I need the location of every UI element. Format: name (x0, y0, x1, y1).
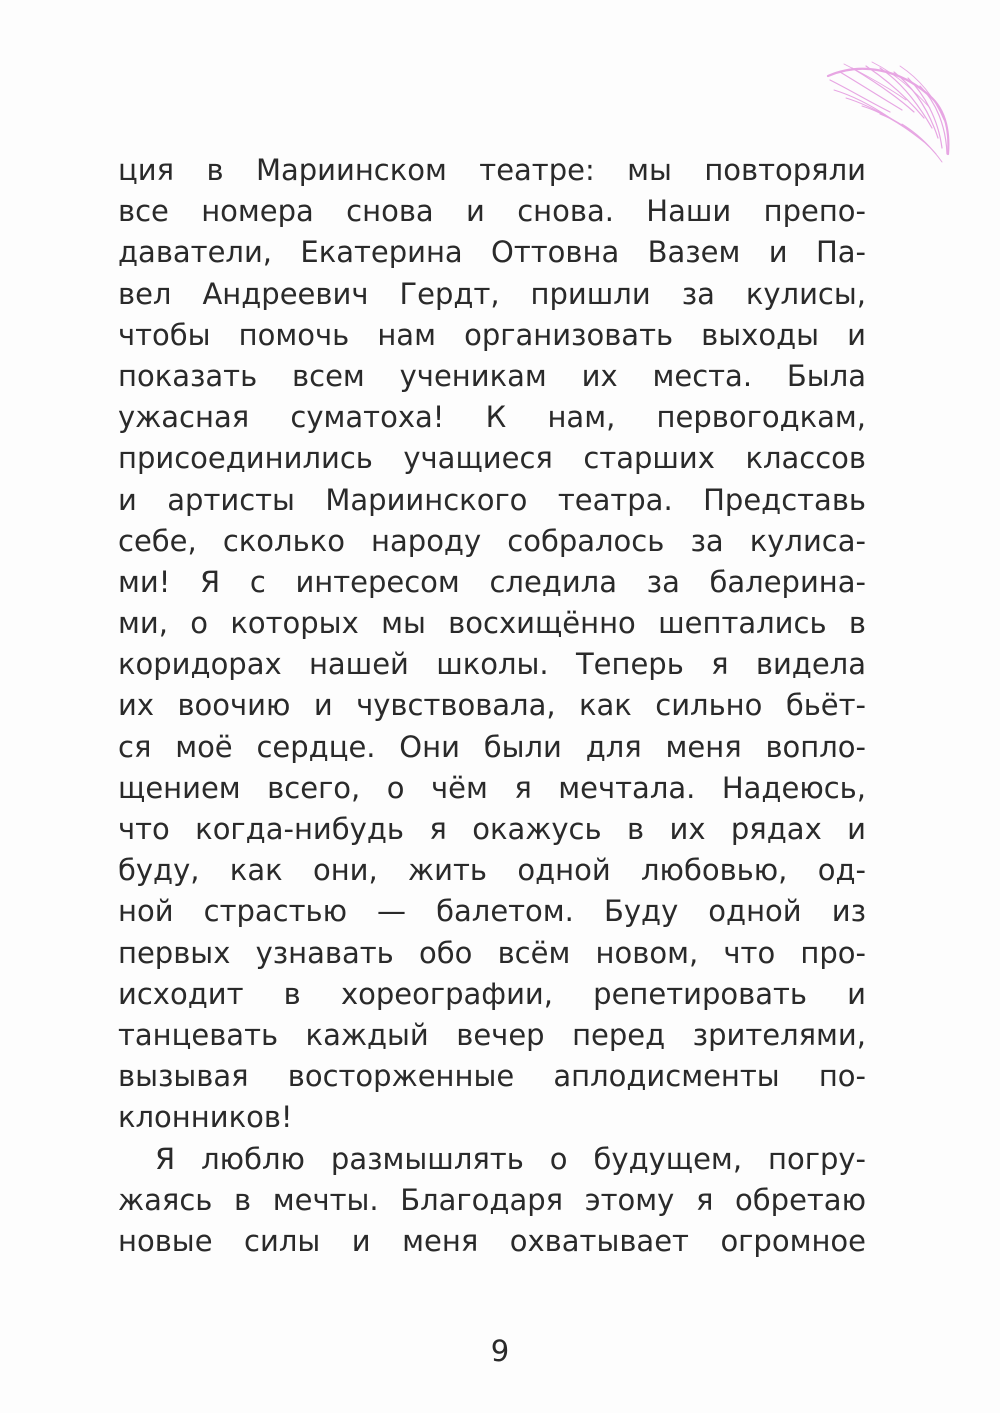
text-line: чтобы помочь нам организовать выходы и (118, 317, 866, 352)
text-line: щением всего, о чём я мечтала. Надеюсь, (118, 770, 866, 805)
text-line: ной страстью — балетом. Буду одной из (118, 894, 866, 929)
text-line: первых узнавать обо всём новом, что про- (118, 935, 866, 970)
text-line: новые силы и меня охватывает огромное (118, 1223, 866, 1258)
text-line: и артисты Мариинского театра. Представь (118, 482, 866, 517)
text-line: показать всем ученикам их места. Была (118, 358, 866, 393)
text-line: вызывая восторженные аплодисменты по- (118, 1059, 866, 1094)
text-line: исходит в хореографии, репетировать и (118, 976, 866, 1011)
text-line: ция в Мариинском театре: мы повторяли (118, 153, 866, 187)
body-text (118, 150, 866, 1262)
text-line: их воочию и чувствовала, как сильно бьёт- (118, 688, 866, 723)
text-line: присоединились учащиеся старших классов (118, 441, 866, 476)
text-line: вел Андреевич Гердт, пришли за кулисы, (118, 276, 866, 311)
text-line: себе, сколько народу собралось за кулиса- (118, 523, 866, 558)
text-line: танцевать каждый вечер перед зрителями, (118, 1017, 866, 1052)
text-line: ми, о которых мы восхищённо шептались в (118, 606, 866, 641)
page-number: 9 (490, 1334, 510, 1368)
text-line: буду, как они, жить одной любовью, од- (118, 853, 866, 888)
text-line: Я люблю размышлять о будущем, погру- (155, 1141, 866, 1176)
text-line: все номера снова и снова. Наши препо- (118, 194, 866, 229)
text-line: ми! Я с интересом следила за балерина- (118, 564, 866, 599)
text-line: жаясь в мечты. Благодаря этому я обретаю (118, 1182, 866, 1217)
text-line: ужасная суматоха! К нам, первогодкам, (118, 400, 866, 435)
text-line: даватели, Екатерина Оттовна Вазем и Па- (118, 235, 866, 270)
text-line: ся моё сердце. Они были для меня вопло- (118, 729, 866, 764)
text-line: что когда-нибудь я окажусь в их рядах и (118, 812, 866, 846)
text-line: коридорах нашей школы. Теперь я видела (118, 647, 866, 682)
text-line: клонников! (118, 1100, 293, 1135)
